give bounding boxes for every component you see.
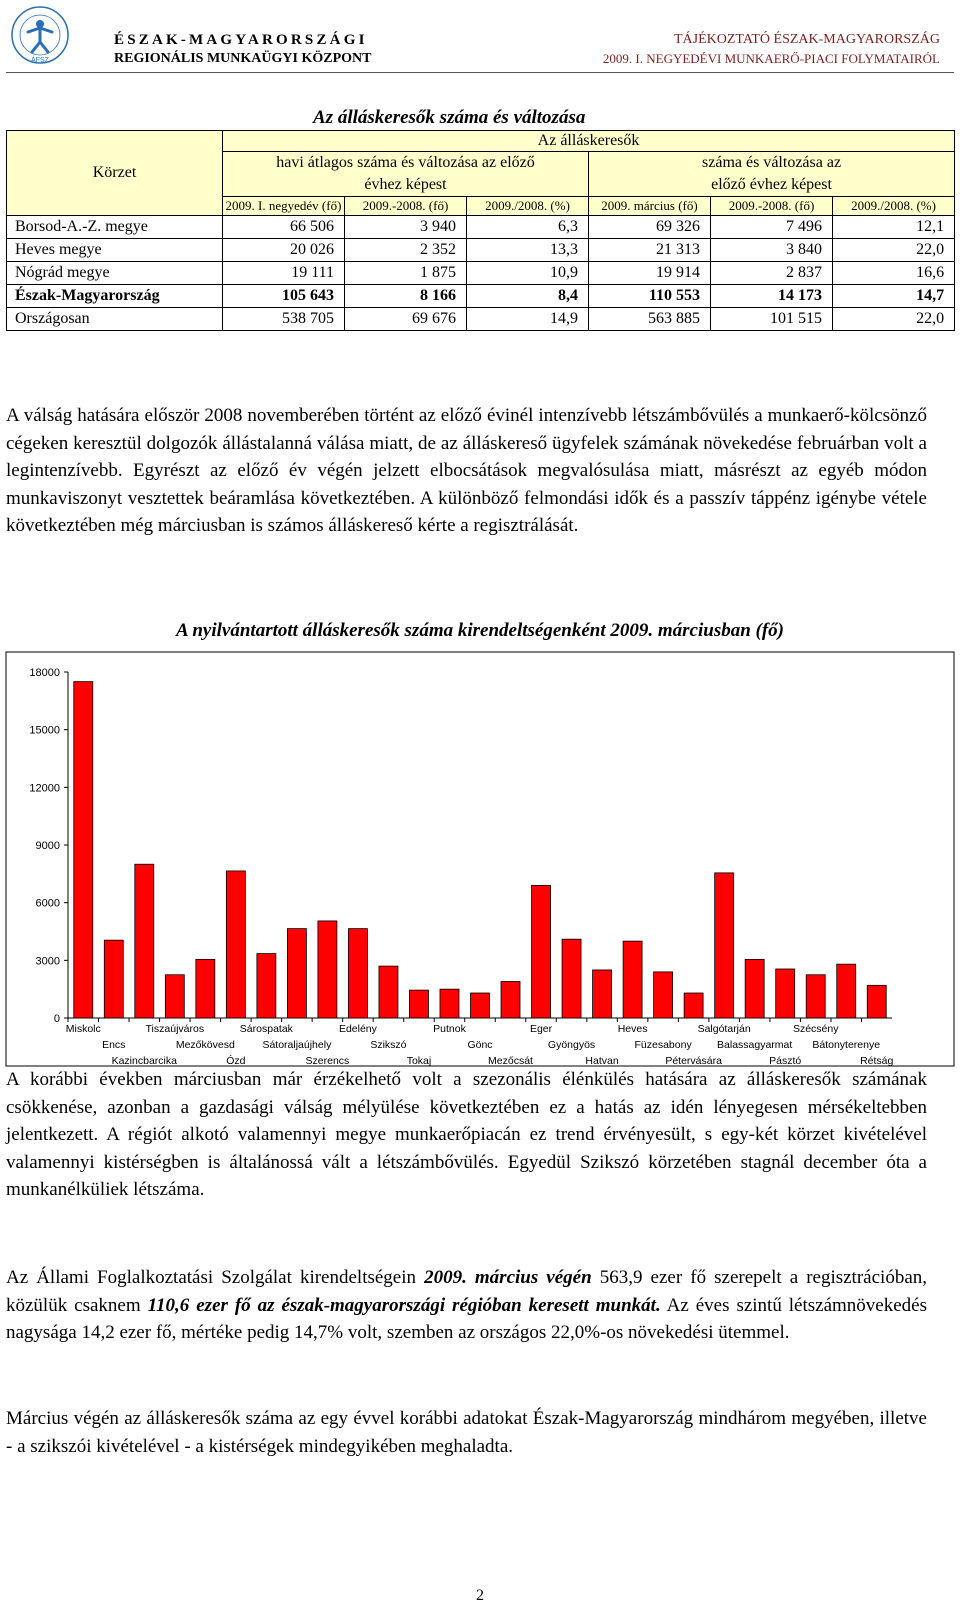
y-tick-label: 18000 [29, 667, 60, 679]
bar [287, 929, 306, 1018]
bar [776, 969, 795, 1018]
para3-text-1: Az Állami Foglalkoztatási Szolgálat kirendeltségein [6, 1267, 425, 1288]
bar [806, 975, 825, 1018]
col-header: 2009. március (fő) [589, 197, 711, 216]
bar [867, 985, 886, 1018]
bar [501, 981, 520, 1018]
table-cell: 10,9 [467, 262, 589, 285]
x-tick-label: Tiszaújváros [145, 1023, 205, 1035]
bar [593, 970, 612, 1018]
y-tick-label: 3000 [35, 955, 60, 968]
table-row [7, 239, 955, 262]
table-cell: 14 173 [711, 285, 833, 308]
paragraph-1-text: A válság hatására először 2008 novemberében történt az előző évinél intenzívebb létszámbővülés a munkaerő-kölcsönző cégeken keresztül dolgozók állástalanná válása miatt, de az álláskereső ügyfelek számának növekedése februárban volt a legintenzívebb. Egyrészt az előző év végén jelzett elbocsátások megvalósulása miatt, másrészt az egyéb módon munkaviszonyt vesztettek beáramlása következtében. A különböző felmondási idők és a passzív táppénz igénybe vétele következtében még márciusban is számos álláskereső kérte a regisztrálását. [6, 405, 927, 537]
table-cell: 8 166 [345, 285, 467, 308]
bar [532, 885, 551, 1018]
x-tick-label: Miskolc [65, 1023, 101, 1035]
table-cell: 3 940 [345, 216, 467, 239]
row-name: Észak-Magyarország [7, 285, 223, 308]
bar [837, 964, 856, 1018]
report-title-line1: TÁJÉKOZTATÓ ÉSZAK-MAGYARORSZÁG [673, 32, 940, 47]
row-name: Nógrád megye [7, 262, 223, 285]
table-row [7, 262, 955, 285]
paragraph-4-text: Március végén az álláskeresők száma az egy évvel korábbi adatokat Észak-Magyarország mindhárom megyében, illetve - a szikszói kivételével - a kistérségek mindegyikében meghaladta. [6, 1408, 927, 1457]
col-header: 2009./2008. (%) [467, 197, 589, 216]
x-tick-label: Szerencs [305, 1055, 350, 1067]
col-header: 2009./2008. (%) [833, 197, 955, 216]
x-tick-label: Sárospatak [239, 1023, 293, 1035]
x-tick-label: Bátonyterenye [812, 1039, 881, 1051]
y-tick-label: 0 [53, 1013, 60, 1025]
paragraph-4 [6, 1405, 927, 1460]
x-tick-label: Mezőcsát [488, 1055, 533, 1067]
bar [165, 975, 184, 1018]
page-number: 2 [476, 1587, 484, 1604]
bar [135, 864, 154, 1018]
x-tick-label: Pásztó [769, 1055, 802, 1067]
table-title: Az álláskeresők száma és változása [313, 107, 586, 128]
x-tick-label: Ózd [226, 1055, 246, 1067]
bar [226, 871, 245, 1018]
x-tick-label: Füzesabony [634, 1039, 692, 1051]
bar [745, 959, 764, 1018]
x-tick-label: Sátoraljaújhely [262, 1039, 332, 1051]
x-tick-label: Pétervására [665, 1055, 722, 1067]
x-tick-label: Mezőkövesd [175, 1039, 235, 1051]
bar [379, 966, 398, 1018]
table-cell: 21 313 [589, 239, 711, 262]
org-name-line1: ÉSZAK-MAGYARORSZÁGI [114, 32, 368, 48]
paragraph-2-text: A korábbi években márciusban már érzékelhető volt a szezonális élénkülés hatására az álláskeresők számának csökkenése, azonban a gazdasági válság mélyülése következtében ez a hatás az idén lényegesen mérsékeltebben jelentkezett. A régiót alkotó valamennyi megye munkaerőpiacán ez trend érvényesült, s egy-két körzet kivételével valamennyi kistérségben is általánossá vált a létszámbővülés. Egyedül Szikszó körzetében stagnál december óta a munkanélküliek létszáma. [6, 1069, 927, 1201]
table-cell: 66 506 [223, 216, 345, 239]
bar [348, 929, 367, 1018]
para3-text-2: 563,9 ezer fő szerepelt a regisztrációban, közülük csaknem [6, 1267, 927, 1316]
row-name: Borsod-A.-Z. megye [7, 216, 223, 239]
x-tick-label: Rétság [860, 1055, 894, 1067]
table-cell: 2 352 [345, 239, 467, 262]
bar [409, 990, 428, 1018]
paragraph-1 [6, 402, 927, 540]
y-tick-label: 15000 [29, 724, 60, 737]
jobseeker-table [6, 130, 955, 331]
bar [471, 993, 490, 1018]
paragraph-3 [6, 1264, 927, 1347]
table-cell: 101 515 [711, 308, 833, 331]
report-title-line2: 2009. I. NEGYEDÉVI MUNKAERŐ-PIACI FOLYMATAIRÓL [602, 51, 940, 66]
row-name: Országosan [7, 308, 223, 331]
table-cell: 22,0 [833, 308, 955, 331]
x-tick-label: Szécsény [792, 1023, 839, 1035]
group-header: Az álláskeresők [223, 131, 955, 152]
table-row [7, 308, 955, 331]
table-cell: 19 111 [223, 262, 345, 285]
x-tick-label: Salgótarján [697, 1023, 751, 1035]
table-cell: 1 875 [345, 262, 467, 285]
table-cell: 16,6 [833, 262, 955, 285]
para3-text-3: Az éves szintű létszámnövekedés nagysága 14,2 ezer fő, mértéke pedig 14,7% volt, szemben az országos 22,0%-os növekedési ütemmel. [6, 1294, 928, 1344]
x-tick-label: Eger [529, 1023, 553, 1035]
table-cell: 6,3 [467, 216, 589, 239]
table-cell: 19 914 [589, 262, 711, 285]
x-tick-label: Gyöngyös [547, 1039, 596, 1051]
x-tick-label: Heves [617, 1023, 648, 1035]
y-tick-label: 9000 [35, 840, 60, 852]
x-tick-label: Balassagyarmat [717, 1039, 793, 1051]
table-cell: 105 643 [223, 285, 345, 308]
y-tick-label: 12000 [29, 782, 60, 795]
bar [104, 940, 123, 1018]
table-cell: 12,1 [833, 216, 955, 239]
table-row [7, 285, 955, 308]
table-cell: 110 553 [589, 285, 711, 308]
bar [562, 939, 581, 1018]
bar [654, 972, 673, 1018]
table-cell: 69 676 [345, 308, 467, 331]
para3-emph-2: 110,6 ezer fő az észak-magyarországi régióban keresett munkát. [147, 1294, 661, 1316]
logo-text: ÁFSZ [31, 57, 49, 64]
x-tick-label: Encs [102, 1039, 126, 1051]
col-district-header: Körzet [7, 131, 223, 216]
paragraph-2 [6, 1066, 927, 1204]
bar [623, 941, 642, 1018]
bar [440, 989, 459, 1018]
table-cell: 22,0 [833, 239, 955, 262]
bar-chart [0, 650, 960, 1070]
table-cell: 14,9 [467, 308, 589, 331]
x-tick-label: Hatvan [585, 1055, 619, 1067]
row-name: Heves megye [7, 239, 223, 262]
x-tick-label: Putnok [433, 1023, 466, 1035]
y-tick-label: 6000 [35, 897, 60, 910]
bar [74, 682, 93, 1018]
col-header: 2009.-2008. (fő) [345, 197, 467, 216]
x-tick-label: Edelény [338, 1023, 377, 1035]
sub-header-left: havi átlagos száma és változása az előző évhez képest [223, 152, 589, 197]
x-tick-label: Tokaj [406, 1055, 432, 1067]
col-header: 2009.-2008. (fő) [711, 197, 833, 216]
bar [196, 959, 215, 1018]
table-cell: 7 496 [711, 216, 833, 239]
x-tick-label: Gönc [467, 1039, 493, 1051]
table-cell: 13,3 [467, 239, 589, 262]
sub-header-right: száma és változása az előző évhez képest [589, 152, 955, 197]
table-cell: 20 026 [223, 239, 345, 262]
bar [715, 873, 734, 1018]
table-cell: 2 837 [711, 262, 833, 285]
bar [318, 921, 337, 1018]
table-cell: 8,4 [467, 285, 589, 308]
afsz-logo [6, 4, 88, 66]
chart-title: A nyilvántartott álláskeresők száma kirendeltségenként 2009. márciusban (fő) [175, 620, 785, 641]
x-tick-label: Kazincbarcika [111, 1055, 177, 1067]
table-cell: 3 840 [711, 239, 833, 262]
para3-emph-1: 2009. március végén [424, 1267, 592, 1288]
bar [684, 993, 703, 1018]
table-cell: 563 885 [589, 308, 711, 331]
table-cell: 14,7 [833, 285, 955, 308]
table-row [7, 216, 955, 239]
bar [257, 954, 276, 1018]
table-cell: 69 326 [589, 216, 711, 239]
org-name-line2: REGIONÁLIS MUNKAÜGYI KÖZPONT [114, 51, 372, 66]
x-tick-label: Szikszó [370, 1039, 407, 1051]
header-divider [6, 72, 954, 73]
col-header: 2009. I. negyedév (fő) [223, 197, 345, 216]
table-cell: 538 705 [223, 308, 345, 331]
